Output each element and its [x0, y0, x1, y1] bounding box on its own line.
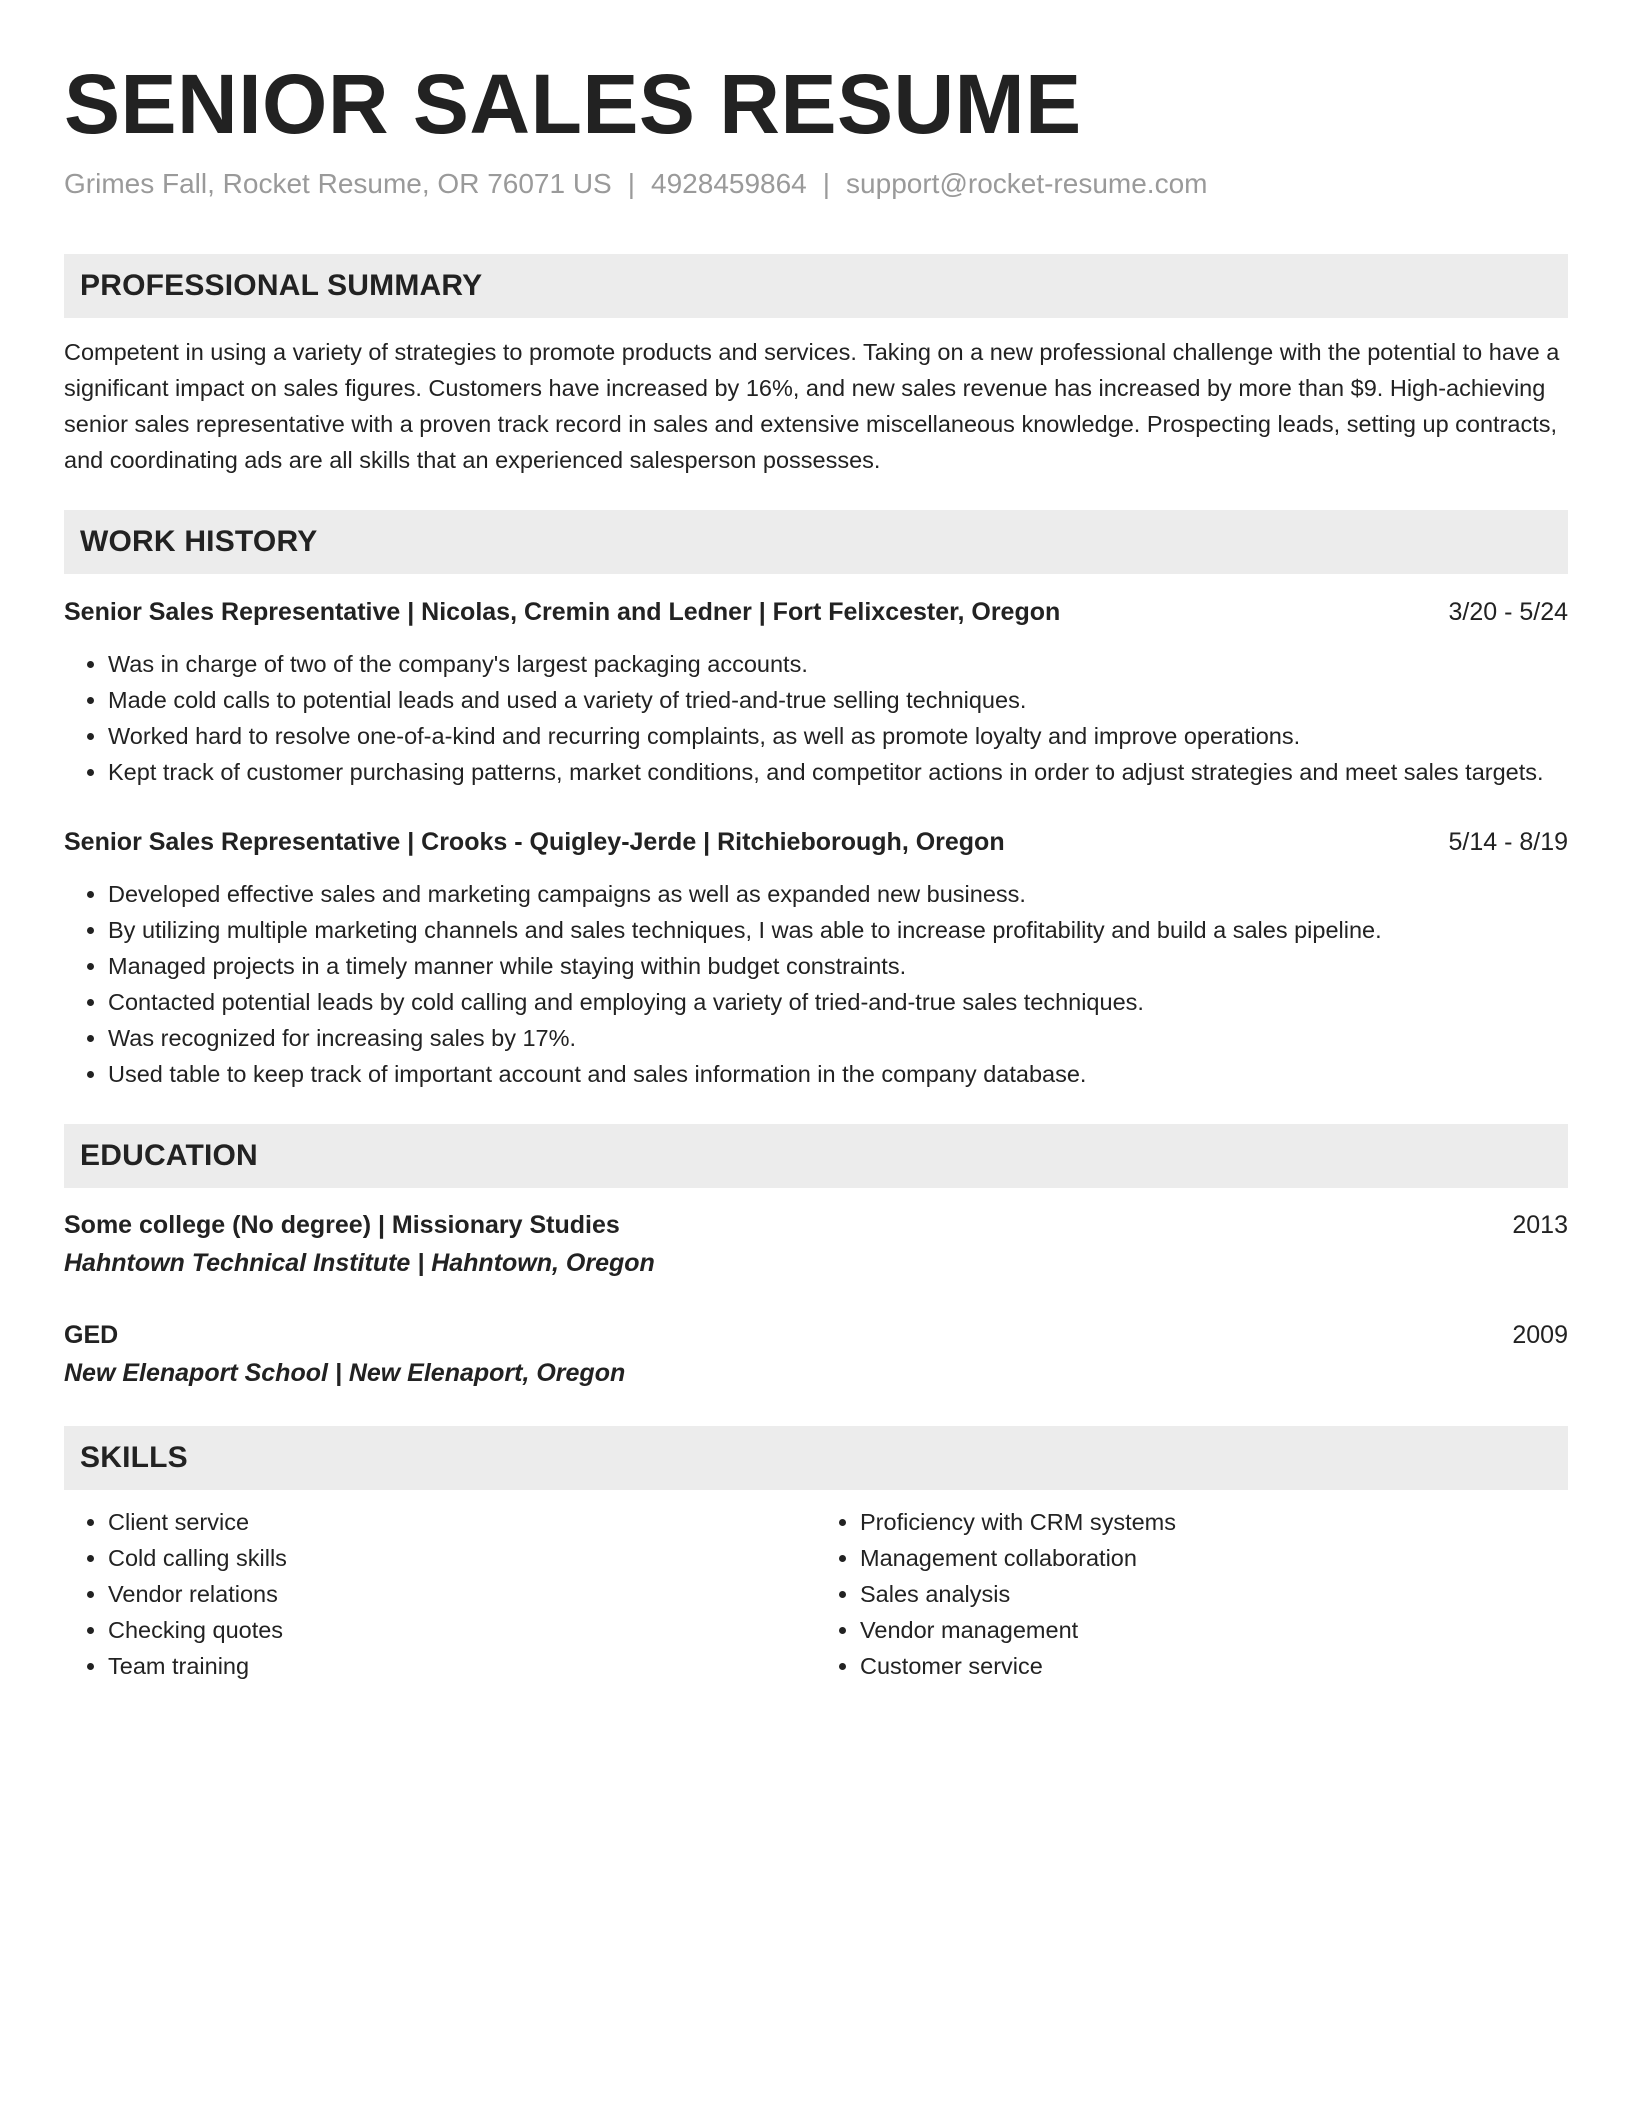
job-title: Senior Sales Representative | Crooks - Quigley-Jerde | Ritchieborough, Oregon	[64, 828, 1005, 856]
contact-email: support@rocket-resume.com	[846, 168, 1208, 199]
skill-item: • Sales analysis	[860, 1576, 1568, 1612]
education-school: New Elenaport School | New Elenaport, Oregon	[64, 1359, 626, 1387]
education-school: Hahntown Technical Institute | Hahntown, Oregon	[64, 1249, 655, 1277]
education-entry	[64, 1206, 1568, 1282]
job-bullet: • By utilizing multiple marketing channels and sales techniques, I was able to increase profitability and build a sales pipeline.	[108, 912, 1568, 948]
skill-item: • Vendor relations	[108, 1576, 816, 1612]
education-year: 2009	[1512, 1321, 1568, 1349]
summary-text: Competent in using a variety of strategies to promote products and services. Taking on a new professional challenge with the potential to have a significant impact on sales figures. Customers have increased by 16%, and new sales revenue has increased by more than $9. High-achieving senior sales representative with a proven track record in sales and extensive miscellaneous knowledge. Prospecting leads, setting up contracts, and coordinating ads are all skills that an experienced salesperson possesses.	[64, 339, 1560, 473]
job-bullet: • Used table to keep track of important account and sales information in the company database.	[108, 1056, 1568, 1092]
job-bullet: • Worked hard to resolve one-of-a-kind and recurring complaints, as well as promote loyalty and improve operations.	[108, 718, 1568, 754]
education-heading-row	[64, 1316, 1568, 1354]
skills-column-left	[64, 1504, 816, 1684]
skill-item: • Management collaboration	[860, 1540, 1568, 1576]
skill-item: • Proficiency with CRM systems	[860, 1504, 1568, 1540]
contact-phone: 4928459864	[651, 168, 807, 199]
job-bullet: • Was recognized for increasing sales by 17%.	[108, 1020, 1568, 1056]
skills-grid	[64, 1504, 1568, 1684]
job-bullet: • Was in charge of two of the company's largest packaging accounts.	[108, 646, 1568, 682]
education-degree: GED	[64, 1321, 119, 1349]
job-bullet: • Developed effective sales and marketing campaigns as well as expanded new business.	[108, 876, 1568, 912]
skill-item: • Customer service	[860, 1648, 1568, 1684]
job-bullets	[64, 646, 1568, 790]
job-dates: 3/20 - 5/24	[1448, 598, 1568, 626]
section-header-work-history: WORK HISTORY	[64, 510, 1568, 574]
contact-separator: |	[822, 168, 831, 199]
job-heading-row	[64, 824, 1568, 860]
skill-item: • Client service	[108, 1504, 816, 1540]
skill-item: • Cold calling skills	[108, 1540, 816, 1576]
section-header-education: EDUCATION	[64, 1124, 1568, 1188]
job-bullets	[64, 876, 1568, 1092]
job-entry	[64, 594, 1568, 790]
section-header-skills: SKILLS	[64, 1426, 1568, 1490]
job-title: Senior Sales Representative | Nicolas, Cremin and Ledner | Fort Felixcester, Oregon	[64, 598, 1061, 626]
job-bullet: • Made cold calls to potential leads and used a variety of tried-and-true selling techniques.	[108, 682, 1568, 718]
contact-line	[64, 166, 1568, 202]
education-year: 2013	[1512, 1211, 1568, 1239]
skill-item: • Vendor management	[860, 1612, 1568, 1648]
job-dates: 5/14 - 8/19	[1448, 828, 1568, 856]
job-heading-row	[64, 594, 1568, 630]
contact-address: Grimes Fall, Rocket Resume, OR 76071 US	[64, 168, 612, 199]
skill-item: • Team training	[108, 1648, 816, 1684]
education-degree: Some college (No degree) | Missionary Studies	[64, 1211, 620, 1239]
job-entry	[64, 824, 1568, 1092]
skill-item: • Checking quotes	[108, 1612, 816, 1648]
education-entry	[64, 1316, 1568, 1392]
section-header-summary: PROFESSIONAL SUMMARY	[64, 254, 1568, 318]
job-bullet: • Kept track of customer purchasing patterns, market conditions, and competitor actions in order to adjust strategies and meet sales targets.	[108, 754, 1568, 790]
job-bullet: • Contacted potential leads by cold calling and employing a variety of tried-and-true sales techniques.	[108, 984, 1568, 1020]
contact-separator: |	[627, 168, 636, 199]
resume-title: SENIOR SALES RESUME	[64, 57, 1082, 151]
skills-column-right	[816, 1504, 1568, 1684]
education-heading-row	[64, 1206, 1568, 1244]
job-bullet: • Managed projects in a timely manner while staying within budget constraints.	[108, 948, 1568, 984]
